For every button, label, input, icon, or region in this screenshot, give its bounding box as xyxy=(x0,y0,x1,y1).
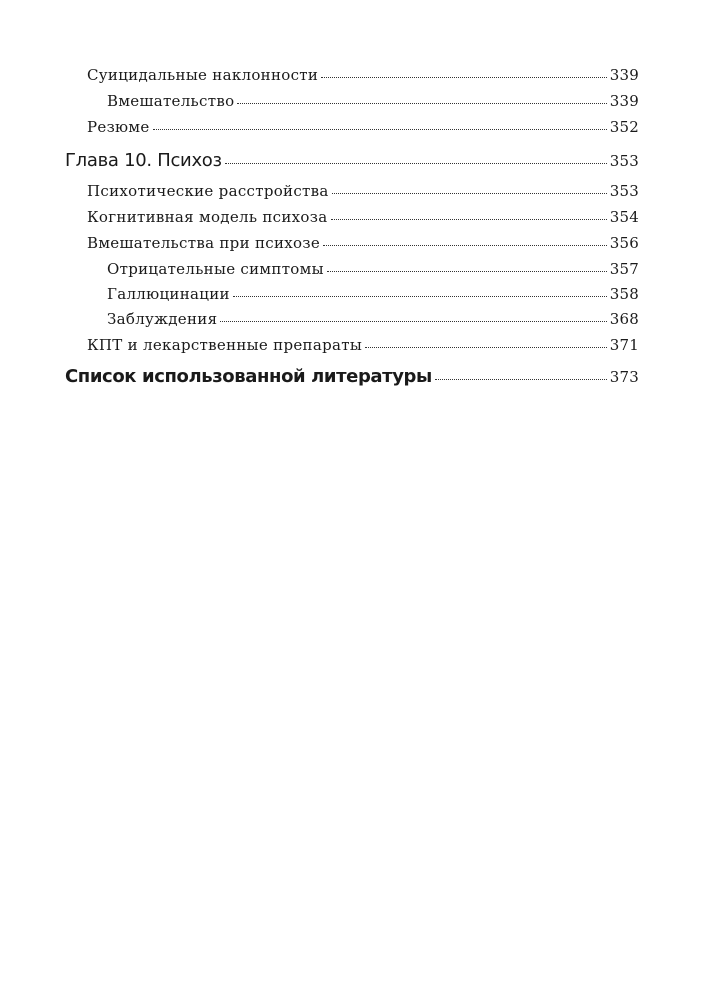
dot-leader xyxy=(321,77,607,78)
dot-leader xyxy=(323,245,607,246)
toc-entry xyxy=(65,204,639,230)
dot-leader xyxy=(233,296,607,297)
toc-entry xyxy=(65,62,639,88)
table-of-contents xyxy=(65,62,639,394)
toc-entry-title: Суицидальные наклонности xyxy=(87,66,319,84)
toc-chapter-title: Глава 10. Психоз xyxy=(65,150,222,171)
toc-entry-title: КПТ и лекарственные препараты xyxy=(87,336,363,354)
toc-entry-title: Галлюцинации xyxy=(107,285,230,303)
toc-entry-page: 353 xyxy=(609,182,639,200)
toc-entry-page: 339 xyxy=(609,92,639,110)
dot-leader xyxy=(327,271,607,272)
dot-leader xyxy=(237,103,606,104)
dot-leader xyxy=(331,219,607,220)
toc-entry-title: Вмешательства при психозе xyxy=(87,234,320,252)
toc-entry xyxy=(65,230,639,256)
toc-entry-page: 371 xyxy=(609,336,639,354)
toc-entry-page: 368 xyxy=(609,310,639,328)
dot-leader xyxy=(220,321,606,322)
toc-entry-page: 373 xyxy=(609,368,639,386)
toc-entry-page: 339 xyxy=(609,66,639,84)
toc-entry-page: 353 xyxy=(609,152,639,170)
toc-entry xyxy=(65,332,639,358)
toc-entry-title: Вмешательство xyxy=(107,92,235,110)
toc-entry-title: Резюме xyxy=(87,118,150,136)
toc-entry-page: 352 xyxy=(609,118,639,136)
toc-entry xyxy=(65,256,639,282)
toc-entry xyxy=(65,307,639,332)
dot-leader xyxy=(153,129,607,130)
dot-leader xyxy=(435,379,607,380)
dot-leader xyxy=(225,163,607,164)
toc-entry-title: Когнитивная модель психоза xyxy=(87,208,328,226)
toc-entry-title: Заблуждения xyxy=(107,310,218,328)
toc-entry-page: 354 xyxy=(609,208,639,226)
toc-chapter-entry xyxy=(65,144,639,178)
dot-leader xyxy=(332,193,607,194)
toc-chapter-title: Список использованной литературы xyxy=(65,366,432,387)
dot-leader xyxy=(365,347,607,348)
toc-entry xyxy=(65,88,639,114)
toc-bibliography-entry xyxy=(65,360,639,394)
toc-entry-page: 357 xyxy=(609,260,639,278)
toc-entry xyxy=(65,178,639,204)
toc-entry-page: 356 xyxy=(609,234,639,252)
toc-entry-page: 358 xyxy=(609,285,639,303)
toc-entry-title: Психотические расстройства xyxy=(87,182,329,200)
toc-entry-title: Отрицательные симптомы xyxy=(107,260,324,278)
toc-entry xyxy=(65,282,639,307)
toc-entry xyxy=(65,114,639,140)
